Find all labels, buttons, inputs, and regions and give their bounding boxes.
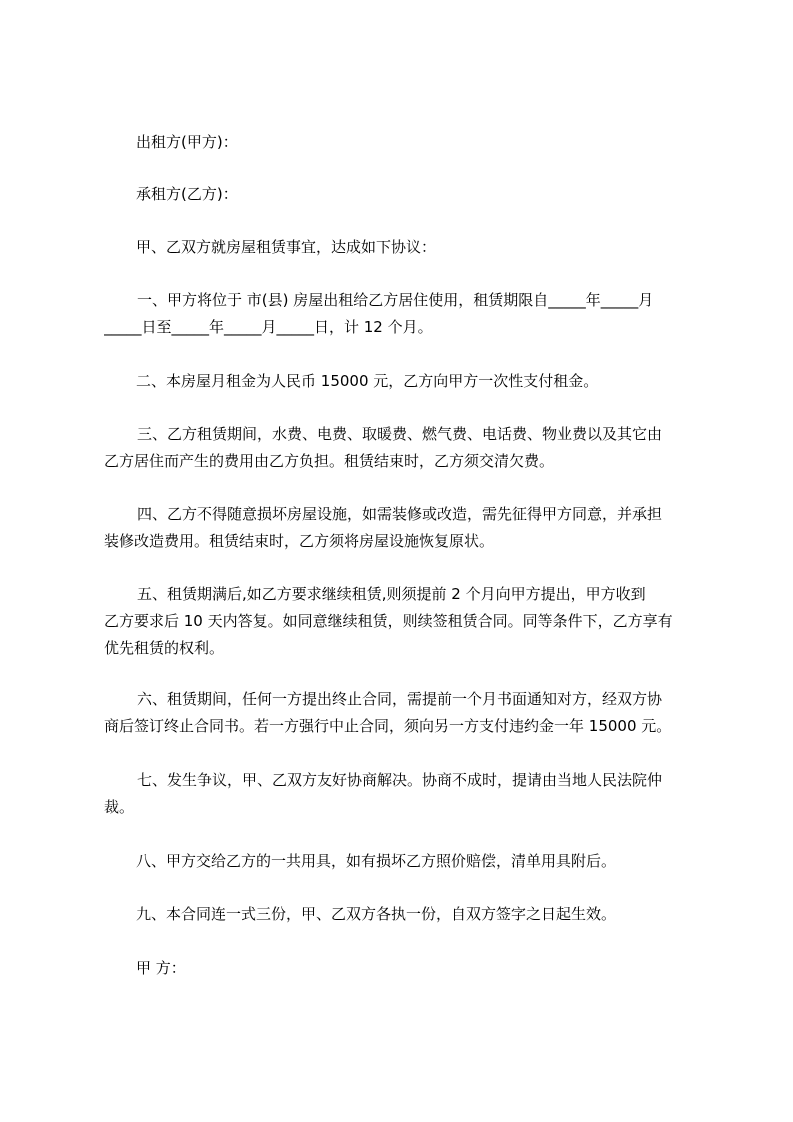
clause-7-line-1: 七、发生争议，甲、乙双方友好协商解决。协商不成时，提请由当地人民法院仲 bbox=[137, 771, 663, 789]
clause-3-line-2: 乙方居住而产生的费用由乙方负担。租赁结束时，乙方须交清欠费。 bbox=[104, 452, 555, 470]
clause-7-line-2: 裁。 bbox=[104, 798, 135, 816]
clause-6-line-1: 六、租赁期间，任何一方提出终止合同，需提前一个月书面通知对方，经双方协 bbox=[137, 690, 663, 708]
clause-8-line-1: 八、甲方交给乙方的一共用具，如有损坏乙方照价赔偿，清单用具附后。 bbox=[136, 852, 617, 870]
clause-1-line-2: _____日至_____年_____月_____日，计 12 个月。 bbox=[104, 318, 433, 336]
lessee-line: 承租方(乙方)： bbox=[136, 185, 238, 203]
clause-9-line-1: 九、本合同连一式三份，甲、乙双方各执一份，自双方签字之日起生效。 bbox=[136, 905, 617, 923]
clause-3-line-1: 三、乙方租赁期间，水费、电费、取暖费、燃气费、电话费、物业费以及其它由 bbox=[137, 425, 663, 443]
preamble: 甲、乙双方就房屋租赁事宜，达成如下协议： bbox=[136, 238, 437, 256]
clause-1-line-1: 一、甲方将位于 市(县) 房屋出租给乙方居住使用，租赁期限自_____年_____月 bbox=[137, 291, 654, 309]
clause-5-line-2: 乙方要求后 10 天内答复。如同意继续租赁，则续签租赁合同。同等条件下，乙方享有 bbox=[104, 612, 673, 630]
clause-2-line-1: 二、本房屋月租金为人民币 15000 元，乙方向甲方一次性支付租金。 bbox=[136, 372, 599, 390]
clause-4-line-1: 四、乙方不得随意损坏房屋设施，如需装修或改造，需先征得甲方同意，并承担 bbox=[137, 505, 663, 523]
clause-4-line-2: 装修改造费用。租赁结束时，乙方须将房屋设施恢复原状。 bbox=[104, 532, 495, 550]
signature-party-a: 甲 方： bbox=[136, 959, 186, 977]
clause-5-line-1: 五、租赁期满后,如乙方要求继续租赁,则须提前 2 个月向甲方提出，甲方收到 bbox=[137, 585, 646, 603]
clause-5-line-3: 优先租赁的权利。 bbox=[104, 639, 225, 657]
lessor-line: 出租方(甲方)： bbox=[136, 133, 238, 151]
clause-6-line-2: 商后签订终止合同书。若一方强行中止合同，须向另一方支付违约金一年 15000 元。 bbox=[104, 717, 672, 735]
